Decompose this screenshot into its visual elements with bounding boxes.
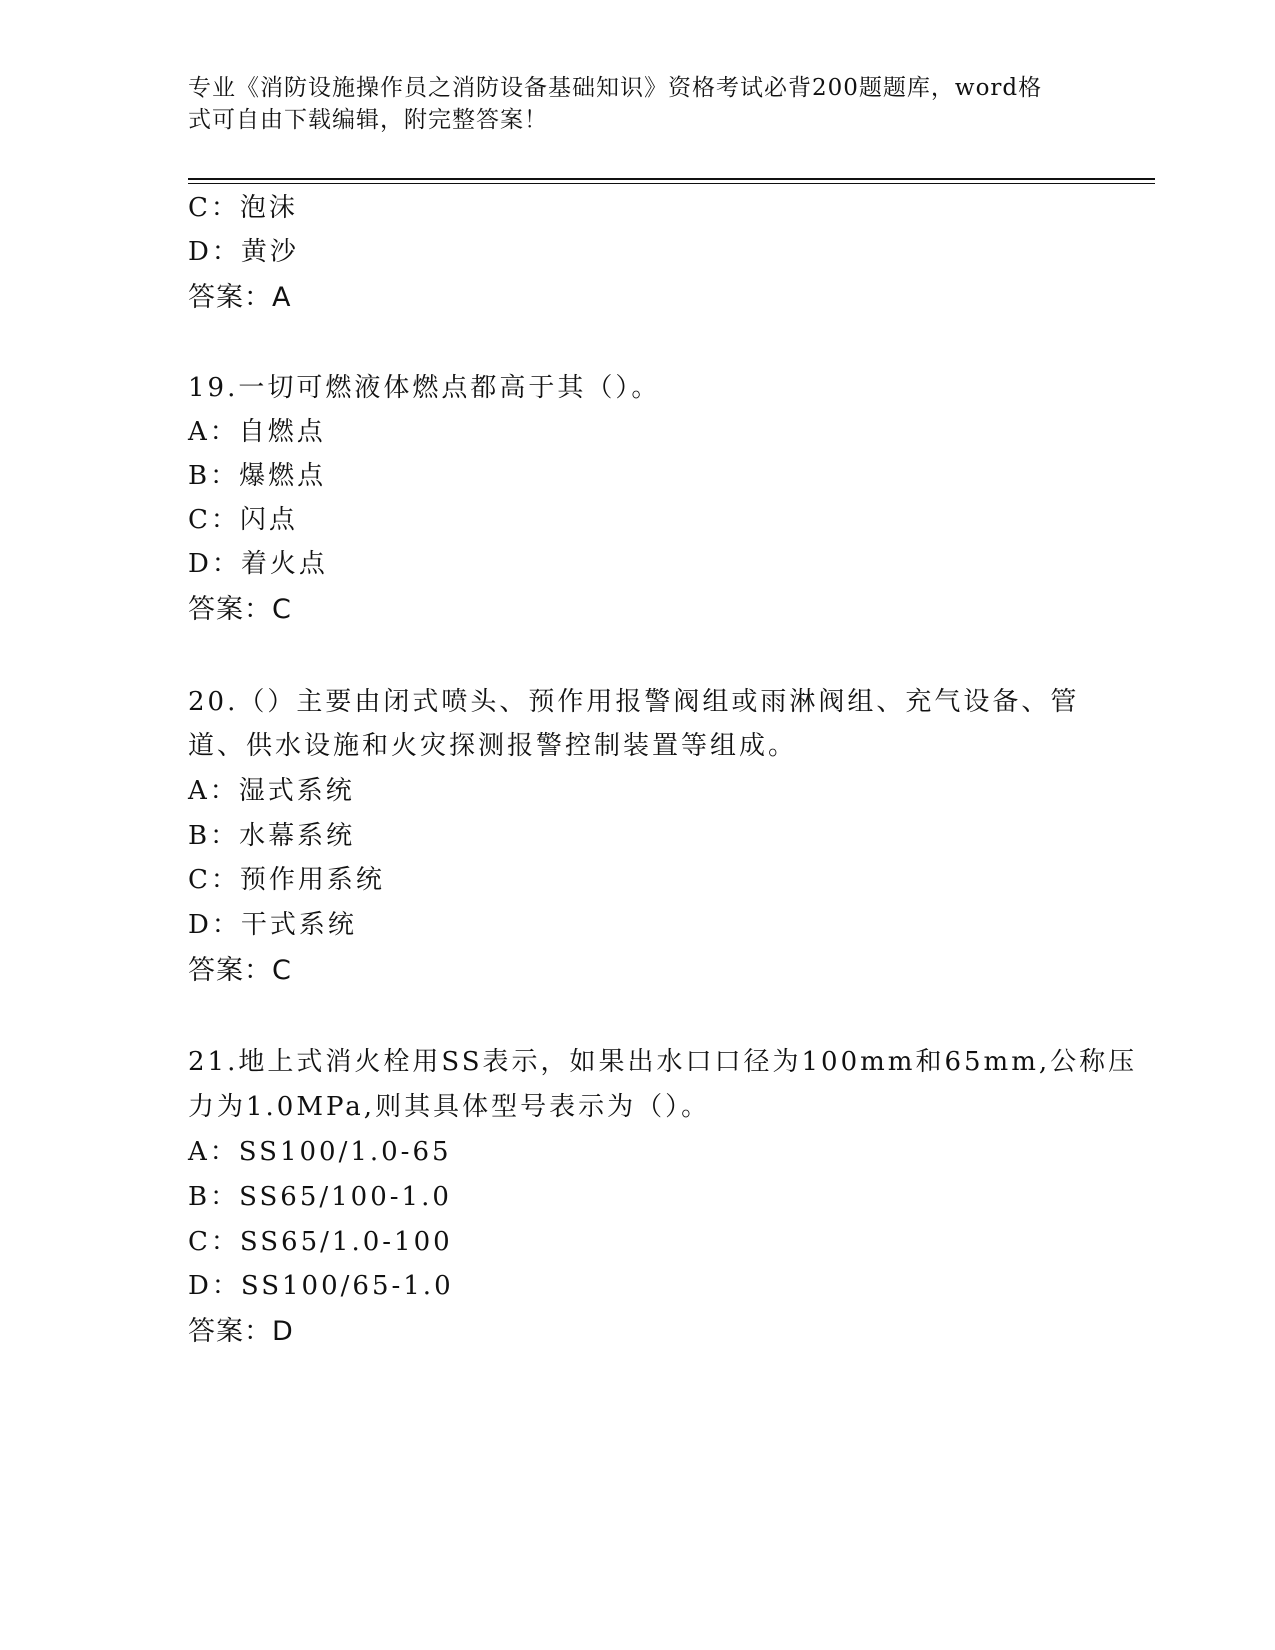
question-20-option-a: A：湿式系统 bbox=[188, 776, 355, 806]
header-divider-thick bbox=[188, 178, 1155, 180]
question-21-text-line-2: 力为1.0MPa,则其具体型号表示为（）。 bbox=[188, 1092, 711, 1122]
question-19-option-d: D：着火点 bbox=[188, 549, 328, 579]
question-21-option-b: B：SS65/100-1.0 bbox=[188, 1182, 452, 1212]
question-20-text-line-1: 20.（）主要由闭式喷头、预作用报警阀组或雨淋阀组、充气设备、管 bbox=[188, 687, 1080, 717]
question-20-option-b: B：水幕系统 bbox=[188, 821, 356, 851]
question-19-option-b: B：爆燃点 bbox=[188, 461, 327, 491]
question-21-text-line-1: 21.地上式消火栓用SS表示，如果出水口口径为100mm和65mm,公称压 bbox=[188, 1047, 1138, 1077]
question-19-option-a: A：自燃点 bbox=[188, 417, 326, 447]
question-19-answer: 答案：C bbox=[188, 594, 292, 625]
prev-option-c: C：泡沫 bbox=[188, 193, 298, 223]
question-20-text-line-2: 道、供水设施和火灾探测报警控制装置等组成。 bbox=[188, 731, 798, 761]
question-20-option-c: C：预作用系统 bbox=[188, 865, 385, 895]
question-21-answer: 答案：D bbox=[188, 1316, 294, 1347]
header-divider-thin bbox=[188, 183, 1155, 184]
header-line-2: 式可自由下载编辑，附完整答案！ bbox=[188, 107, 548, 133]
question-19-text: 19.一切可燃液体燃点都高于其（）。 bbox=[188, 373, 661, 403]
header-line-1: 专业《消防设施操作员之消防设备基础知识》资格考试必背200题题库，word格 bbox=[188, 75, 1043, 101]
question-21-option-d: D：SS100/65-1.0 bbox=[188, 1271, 454, 1301]
prev-answer: 答案：A bbox=[188, 282, 292, 313]
question-20-option-d: D：干式系统 bbox=[188, 910, 357, 940]
question-20-answer: 答案：C bbox=[188, 955, 292, 986]
question-21-option-a: A：SS100/1.0-65 bbox=[188, 1137, 452, 1167]
question-19-option-c: C：闪点 bbox=[188, 505, 298, 535]
document-header bbox=[188, 72, 1088, 136]
prev-option-d: D：黄沙 bbox=[188, 237, 299, 267]
question-21-option-c: C：SS65/1.0-100 bbox=[188, 1227, 453, 1257]
